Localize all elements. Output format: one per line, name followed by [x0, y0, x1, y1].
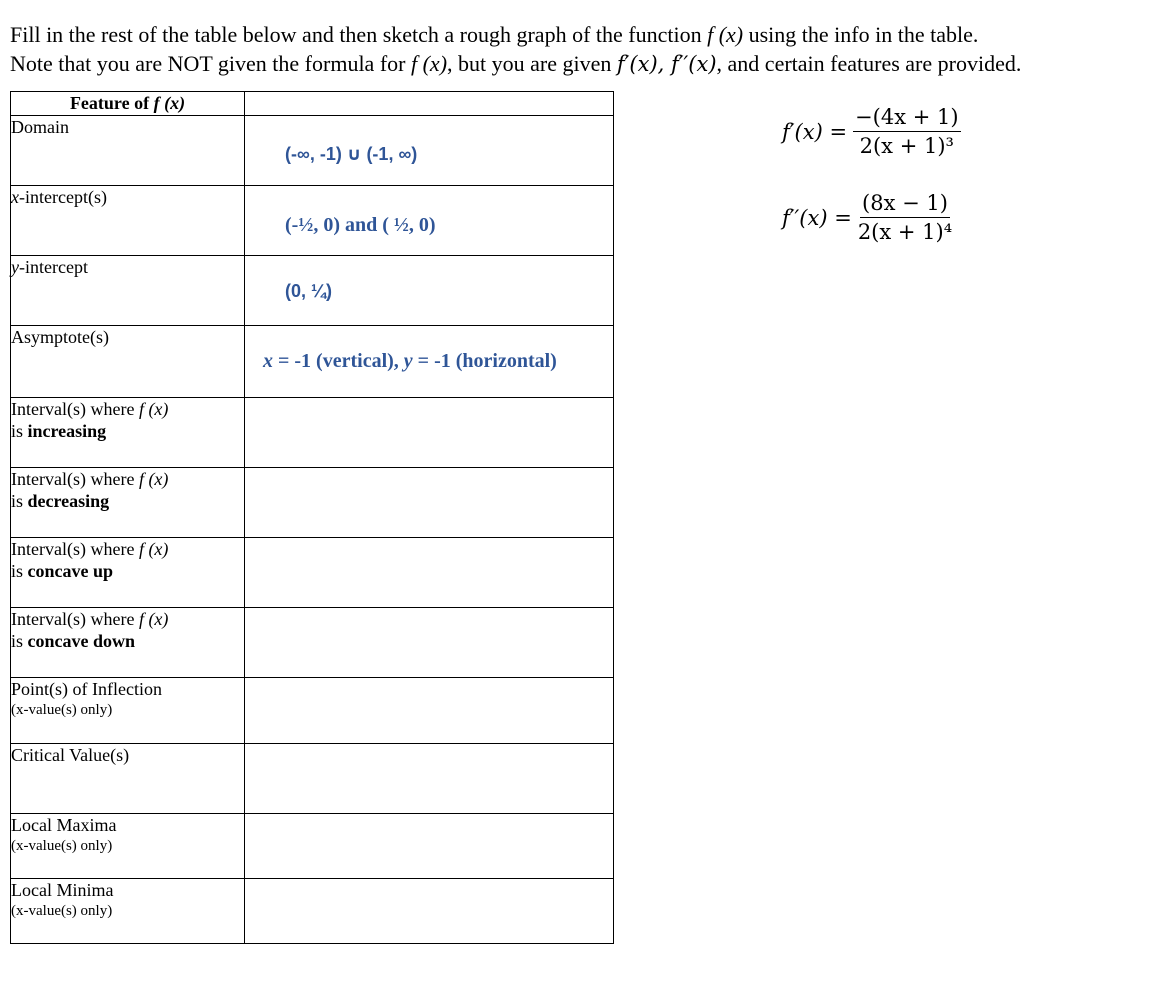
table-row-inflection — [11, 678, 614, 744]
table-header-row — [11, 92, 614, 116]
features-table — [10, 91, 614, 944]
fdouble-denominator: 2(x + 1)⁴ — [857, 220, 953, 244]
answer-cell[interactable] — [245, 744, 614, 814]
fdouble-lhs: f′′(x) = — [782, 205, 852, 230]
answer-cell[interactable] — [245, 398, 614, 468]
x-intercepts-answer: (-½, 0) and ( ½, 0) — [285, 214, 436, 236]
fdouble-formula — [782, 190, 952, 245]
answer-cell[interactable] — [245, 879, 614, 944]
row-label: Asymptote(s) — [11, 326, 245, 398]
fprime-lhs: f′(x) = — [782, 119, 848, 144]
table-row-critical-values — [11, 744, 614, 814]
instruction-text: Note that you are NOT given the formula for — [10, 51, 411, 76]
fdouble-numerator: (8x − 1) — [860, 190, 950, 218]
y-intercept-answer: (0, ¼) — [285, 281, 333, 301]
answer-cell[interactable] — [245, 468, 614, 538]
instruction-text: using the info in the table. — [743, 22, 979, 47]
row-label: Critical Value(s) — [11, 744, 245, 814]
answer-cell[interactable] — [245, 678, 614, 744]
answer-cell[interactable] — [245, 256, 614, 326]
domain-answer: (-∞, -1) ∪ (-1, ∞) — [285, 144, 418, 164]
fx-symbol: f (x) — [410, 51, 448, 76]
fprime-fraction — [853, 104, 961, 159]
table-row-x-intercepts — [11, 186, 614, 256]
row-label: y-intercept — [11, 256, 245, 326]
row-label: Local Maxima (x-value(s) only) — [11, 814, 245, 879]
table-row-domain — [11, 116, 614, 186]
row-label: Interval(s) where f (x) is concave up — [11, 538, 245, 608]
table-row-increasing — [11, 398, 614, 468]
fdouble-fraction — [858, 190, 952, 245]
fprime-formula — [782, 104, 961, 159]
instructions — [10, 20, 1150, 79]
row-label: Domain — [11, 116, 245, 186]
fprime-numerator: −(4x + 1) — [853, 104, 961, 132]
row-label: Local Minima (x-value(s) only) — [11, 879, 245, 944]
row-label: x-intercept(s) — [11, 186, 245, 256]
instruction-line-2 — [10, 49, 1150, 79]
answer-cell[interactable] — [245, 116, 614, 186]
header-feature: Feature of f (x) — [11, 92, 245, 116]
answer-cell[interactable] — [245, 814, 614, 879]
fx-symbol: f (x) — [707, 22, 744, 47]
derivatives-symbol: f′(x), f′′(x) — [616, 52, 717, 76]
row-label: Interval(s) where f (x) is increasing — [11, 398, 245, 468]
table-row-concave-down — [11, 608, 614, 678]
table-row-concave-up — [11, 538, 614, 608]
table-row-decreasing — [11, 468, 614, 538]
answer-cell[interactable] — [245, 186, 614, 256]
header-answer — [245, 92, 614, 116]
fx-symbol: f (x) — [153, 93, 186, 113]
answer-cell[interactable] — [245, 608, 614, 678]
answer-cell[interactable] — [245, 538, 614, 608]
row-label: Point(s) of Inflection (x-value(s) only) — [11, 678, 245, 744]
asymptotes-answer: x = -1 (vertical), y = -1 (horizontal) — [263, 350, 557, 372]
table-row-local-maxima — [11, 814, 614, 879]
row-label: Interval(s) where f (x) is decreasing — [11, 468, 245, 538]
instruction-text: Fill in the rest of the table below and then sketch a rough graph of the function — [10, 22, 708, 47]
row-label: Interval(s) where f (x) is concave down — [11, 608, 245, 678]
table-row-y-intercept — [11, 256, 614, 326]
table-row-asymptotes — [11, 326, 614, 398]
instruction-text: , and certain features are provided. — [716, 51, 1022, 76]
instruction-line-1 — [10, 20, 1150, 49]
answer-cell[interactable] — [245, 326, 614, 398]
table-row-local-minima — [11, 879, 614, 944]
instruction-text: , but you are given — [447, 51, 617, 76]
fprime-denominator: 2(x + 1)³ — [859, 134, 954, 158]
